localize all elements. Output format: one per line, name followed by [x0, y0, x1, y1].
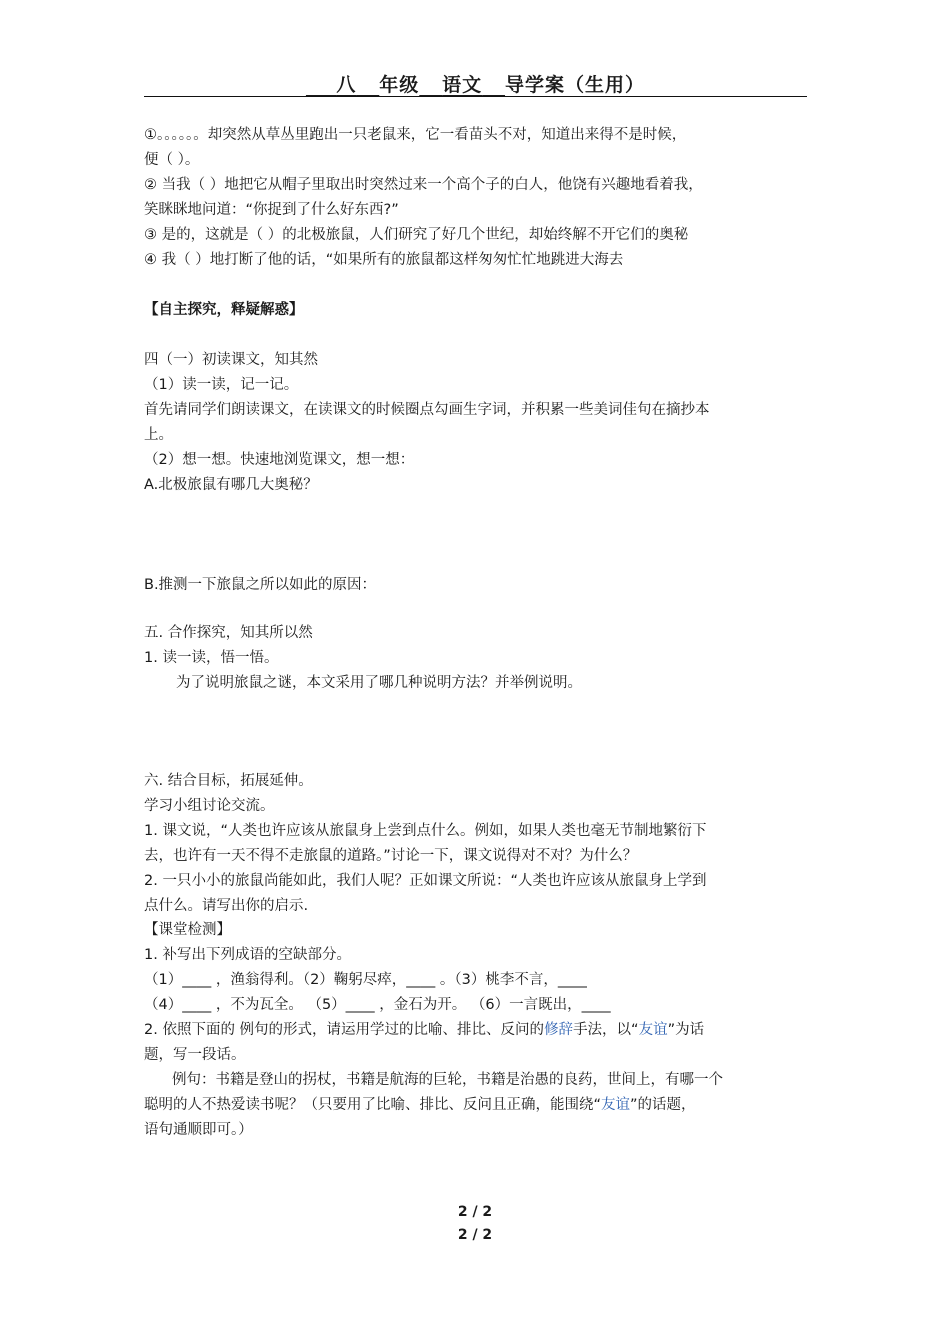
part5-q1-text: 为了说明旅鼠之谜，本文采用了哪几种说明方法？并举例说明。 [176, 675, 582, 691]
header-subject: 语文 [442, 74, 483, 96]
check-idiom-row-2: （4）____ ，不为瓦全。 （5）____ ，金石为开。 （6）一言既出，____ [144, 997, 611, 1013]
part4-q1-text-b: 上。 [144, 427, 173, 443]
link-friendship[interactable]: 友谊 [638, 1022, 668, 1038]
part4-q2: （2）想一想。快速地浏览课文，想一想： [144, 452, 415, 468]
link-friendship-2[interactable]: 友谊 [601, 1097, 631, 1113]
part4-q1-text-a: 首先请同学们朗读课文，在读课文的时候圈点勾画生字词，并积累一些美词佳句在摘抄本 [144, 402, 710, 418]
check-q2b: 题，写一段话。 [144, 1047, 246, 1063]
part5-title: 五. 合作探究，知其所以然 [144, 625, 313, 641]
part6-q1b: 去，也许有一天不得不走旅鼠的道路。”讨论一下，课文说得对不对？为什么？ [144, 848, 638, 864]
sentence-1b: 便（ ）。 [144, 152, 200, 168]
part6-q2b: 点什么。请写出你的启示. [144, 898, 309, 914]
check-title: 【课堂检测】 [144, 922, 231, 938]
part6-q1a: 1. 课文说，“人类也许应该从旅鼠身上尝到点什么。例如，如果人类也毫无节制地繁衍下 [144, 823, 707, 839]
sentence-3: ③ 是的，这就是（ ）的北极旅鼠，人们研究了好几个世纪，却始终解不开它们的奥秘 [144, 227, 689, 243]
page-number: 2 / 2 [457, 1204, 493, 1220]
part6-q2a: 2. 一只小小的旅鼠尚能如此，我们人呢？正如课文所说：“人类也许应该从旅鼠身上学到 [144, 873, 707, 889]
check-q1: 1. 补写出下列成语的空缺部分。 [144, 947, 351, 963]
sentence-4: ④ 我（ ）地打断了他的话，“如果所有的旅鼠都这样匆匆忙忙地跳进大海去 [144, 252, 624, 268]
link-rhetoric[interactable]: 修辞 [544, 1022, 574, 1038]
example-c: 语句通顺即可。） [144, 1122, 253, 1138]
part4-title: 四（一）初读课文，知其然 [144, 352, 318, 368]
part4-qa: A.北极旅鼠有哪几大奥秘？ [144, 477, 318, 493]
part6-intro: 学习小组讨论交流。 [144, 798, 275, 814]
page-header [144, 70, 807, 97]
check-q2a: 2. 依照下面的 例句的形式，请运用学过的比喻、排比、反问的修辞手法，以“友谊”为话 [144, 1022, 705, 1038]
check-idiom-row-1: （1）____ ，渔翁得利。（2）鞠躬尽瘁，____ 。（3）桃李不言，____ [144, 972, 587, 988]
part6-title: 六. 结合目标，拓展延伸。 [144, 773, 313, 789]
header-doc-type: 导学案（生用） [505, 74, 646, 96]
header-grade-label: 年级 [379, 74, 420, 96]
section-explore-heading: 【自主探究，释疑解惑】 [144, 302, 304, 318]
example-a: 例句：书籍是登山的拐杖，书籍是航海的巨轮，书籍是治愚的良药，世间上，有哪一个 [172, 1072, 723, 1088]
header-grade: 八 [336, 74, 357, 96]
page-number-repeat: 2 / 2 [457, 1227, 493, 1243]
sentence-2b: 笑眯眯地问道：“你捉到了什么好东西?” [144, 202, 399, 218]
part4-qb: B.推测一下旅鼠之所以如此的原因： [144, 577, 377, 593]
header-rule [144, 96, 807, 97]
sentence-2a: ② 当我（ ）地把它从帽子里取出时突然过来一个高个子的白人，他饶有兴趣地看着我， [144, 177, 703, 193]
example-b: 聪明的人不热爱读书呢？（只要用了比喻、排比、反问且正确，能围绕“友谊”的话题， [144, 1097, 696, 1113]
sentence-1a: ①。。。。。。却突然从草丛里跑出一只老鼠来，它一看苗头不对，知道出来得不是时候， [144, 127, 687, 143]
part5-q1: 1. 读一读，悟一悟。 [144, 650, 279, 666]
part4-q1: （1）读一读，记一记。 [144, 377, 299, 393]
